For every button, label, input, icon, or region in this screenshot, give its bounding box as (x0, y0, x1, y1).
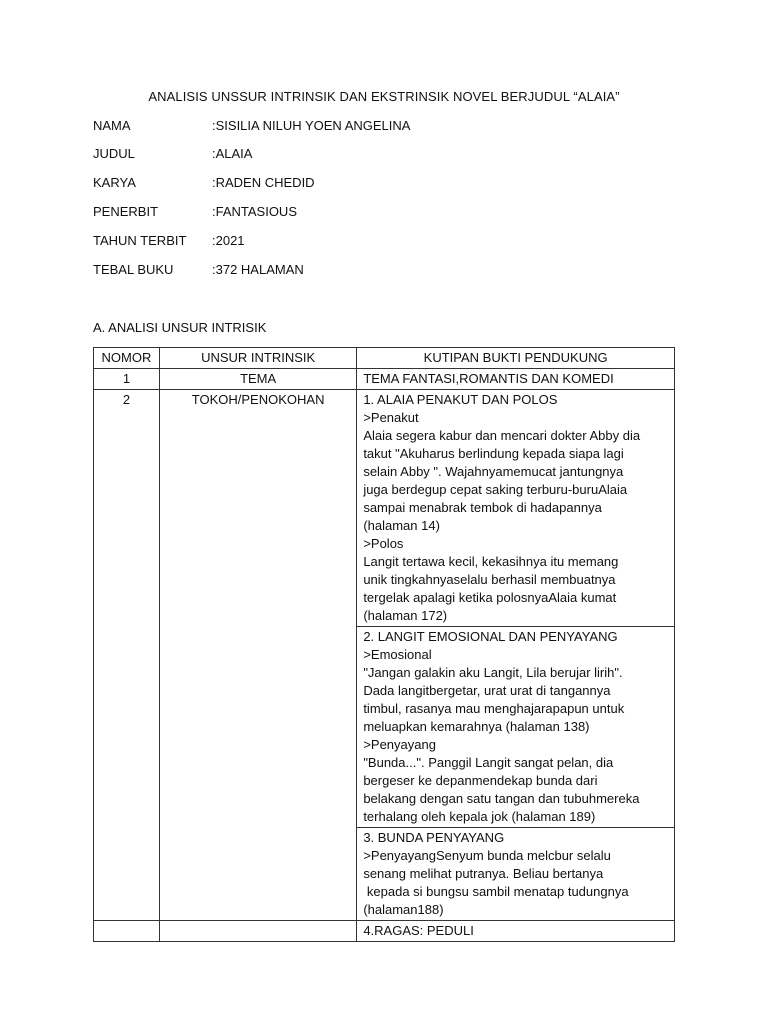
text-line: takut "Akuharus berlindung kepada siapa lagi (363, 446, 624, 461)
text-line: Langit tertawa kecil, kekasihnya itu memang (363, 554, 619, 569)
cell-unsur: TOKOH/PENOKOHAN (159, 390, 356, 921)
cell-nomor (94, 921, 160, 942)
text-line: >PenyayangSenyum bunda melcbur selalu (363, 848, 611, 863)
text-line: Alaia segera kabur dan mencari dokter Abby dia (363, 428, 641, 443)
table-row (94, 390, 675, 627)
text-line: >Emosional (363, 647, 432, 662)
header-unsur: UNSUR INTRINSIK (159, 348, 356, 369)
text-line: (halaman 14) (363, 518, 440, 533)
text-line: sampai menabrak tembok di hadapannya (363, 500, 602, 515)
section-title: A. ANALISI UNSUR INTRISIK (93, 320, 267, 335)
text-line: >Penyayang (363, 737, 436, 752)
text-line: terhalang oleh kepala jok (halaman 189) (363, 809, 596, 824)
table-row (94, 369, 675, 390)
text-line: kepada si bungsu sambil menatap tudungnya (363, 884, 629, 899)
text-line: timbul, rasanya mau menghajarapapun untuk (363, 701, 625, 716)
text-line: (halaman 172) (363, 608, 448, 623)
text-line: Dada langitbergetar, urat urat di tangannya (363, 683, 611, 698)
cell-kutipan-block4 (357, 921, 675, 942)
info-value: :ALAIA (212, 146, 253, 161)
table-header-row (94, 348, 675, 369)
text-line: unik tingkahnyaselalu berhasil membuatnya (363, 572, 616, 587)
info-label: NAMA (93, 118, 131, 133)
text-line: >Penakut (363, 410, 419, 425)
cell-unsur (159, 921, 356, 942)
info-value: :FANTASIOUS (212, 204, 297, 219)
text-line: (halaman188) (363, 902, 444, 917)
info-label: TAHUN TERBIT (93, 233, 187, 248)
info-label: TEBAL BUKU (93, 262, 174, 277)
text-line: 3. BUNDA PENYAYANG (363, 830, 505, 845)
text-line: "Jangan galakin aku Langit, Lila berujar lirih". (363, 665, 623, 680)
text-line: meluapkan kemarahnya (halaman 138) (363, 719, 590, 734)
info-label: PENERBIT (93, 204, 159, 219)
text-line: >Polos (363, 536, 404, 551)
info-value: :RADEN CHEDID (212, 175, 315, 190)
info-value: :372 HALAMAN (212, 262, 304, 277)
intrinsic-table (93, 347, 675, 942)
info-label: JUDUL (93, 146, 135, 161)
cell-nomor: 1 (94, 369, 160, 390)
cell-kutipan-block1 (357, 390, 675, 627)
document-title: ANALISIS UNSSUR INTRINSIK DAN EKSTRINSIK NOVEL BERJUDUL “ALAIA” (148, 89, 620, 104)
info-value: :SISILIA NILUH YOEN ANGELINA (212, 118, 411, 133)
text-line: selain Abby ". Wajahnyamemucat jantungnya (363, 464, 624, 479)
text-line: 4.RAGAS: PEDULI (363, 923, 474, 938)
cell-nomor: 2 (94, 390, 160, 921)
text-line: "Bunda...". Panggil Langit sangat pelan, dia (363, 755, 614, 770)
cell-kutipan: TEMA FANTASI,ROMANTIS DAN KOMEDI (357, 369, 675, 390)
text-line: belakang dengan satu tangan dan tubuhmereka (363, 791, 640, 806)
text-line: juga berdegup cepat saking terburu-buruAlaia (363, 482, 628, 497)
text-line: bergeser ke depanmendekap bunda dari (363, 773, 598, 788)
cell-kutipan-block2 (357, 627, 675, 828)
text-line: 1. ALAIA PENAKUT DAN POLOS (363, 392, 558, 407)
text-line: tergelak apalagi ketika polosnyaAlaia kumat (363, 590, 617, 605)
cell-kutipan-block3 (357, 828, 675, 921)
header-kutipan: KUTIPAN BUKTI PENDUKUNG (357, 348, 675, 369)
info-label: KARYA (93, 175, 136, 190)
info-value: :2021 (212, 233, 245, 248)
text-line: senang melihat putranya. Beliau bertanya (363, 866, 604, 881)
cell-unsur: TEMA (159, 369, 356, 390)
header-nomor: NOMOR (94, 348, 160, 369)
table-row (94, 921, 675, 942)
text-line: 2. LANGIT EMOSIONAL DAN PENYAYANG (363, 629, 618, 644)
